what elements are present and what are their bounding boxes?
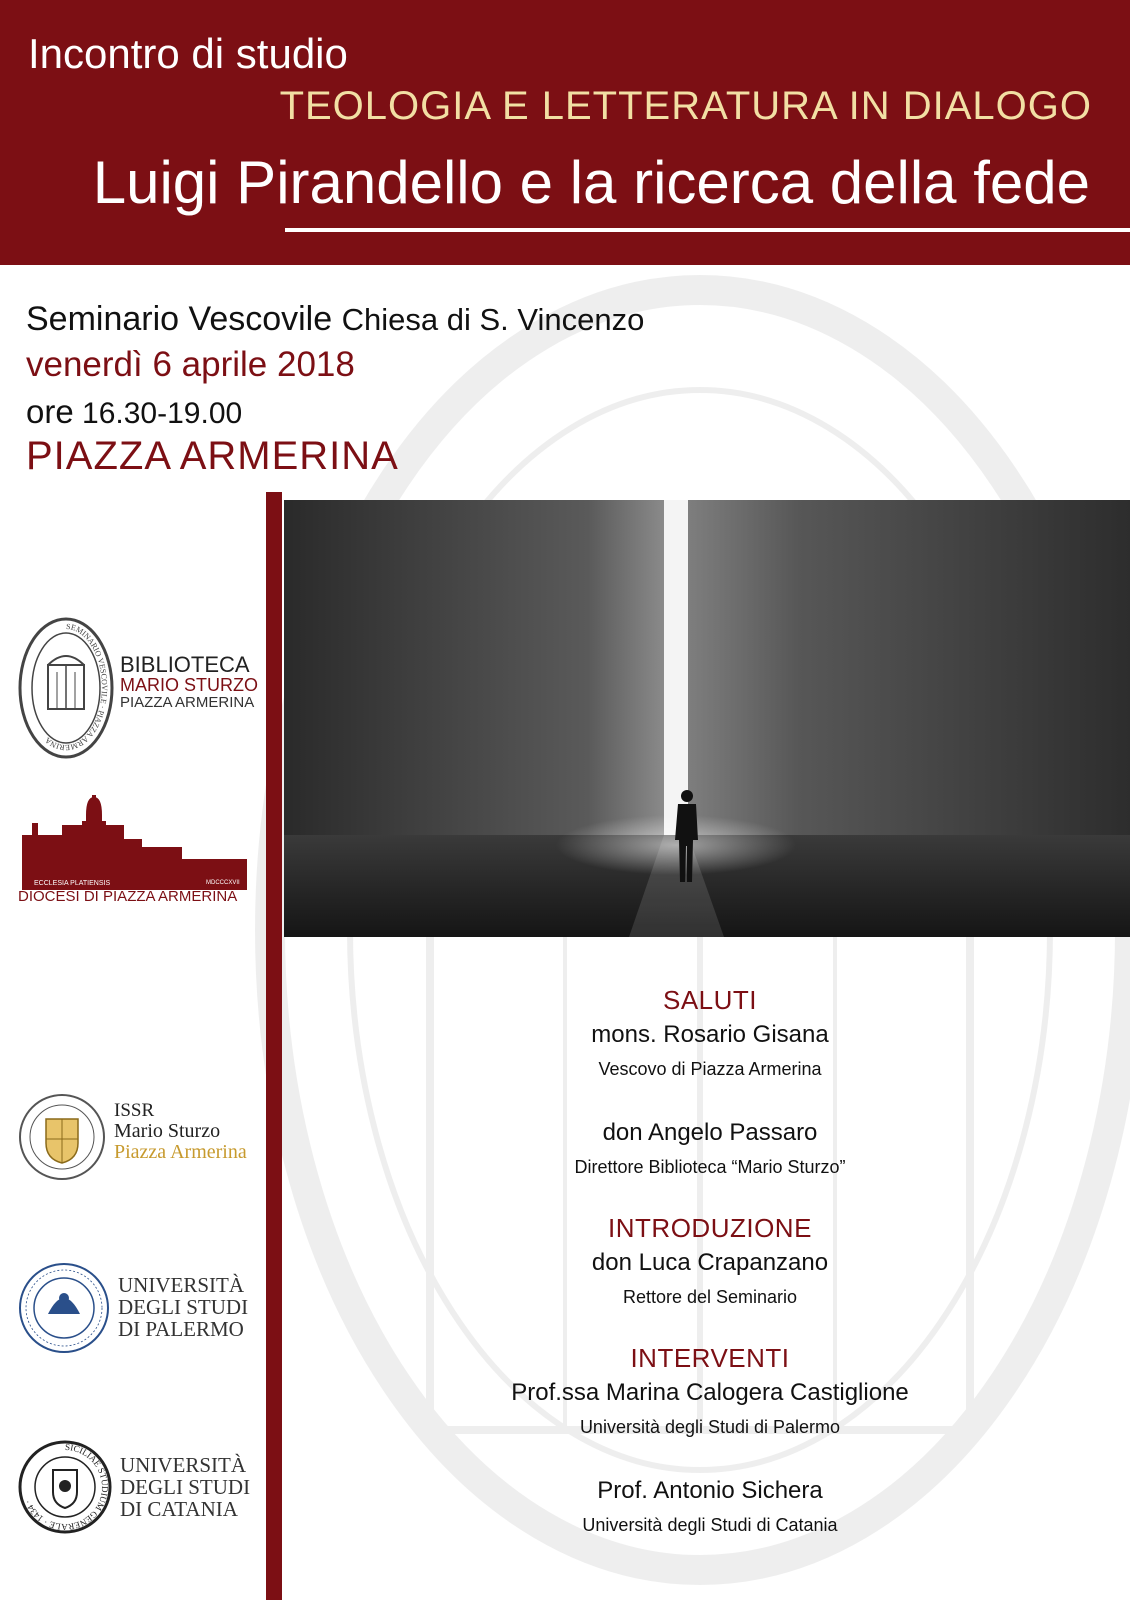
unict-line3: DI CATANIA — [120, 1497, 238, 1522]
unict-seal-icon — [18, 1440, 112, 1534]
issr-logo — [18, 1093, 263, 1183]
diocesi-date: MDCCCXVII — [206, 880, 240, 886]
speaker-role: Direttore Biblioteca “Mario Sturzo” — [574, 1157, 846, 1177]
section-heading-interventi: INTERVENTI — [630, 1343, 790, 1373]
biblioteca-line2: MARIO STURZO — [120, 675, 258, 696]
issr-line3: Piazza Armerina — [114, 1140, 247, 1163]
unict-logo — [18, 1440, 263, 1540]
issr-line2: Mario Sturzo — [114, 1119, 221, 1142]
unict-text — [120, 1454, 250, 1520]
program — [420, 985, 1000, 1537]
event-kicker: Incontro di studio — [28, 30, 348, 77]
speaker-name: don Luca Crapanzano — [591, 1249, 829, 1276]
diocesi-name: DIOCESI DI PIAZZA ARMERINA — [18, 888, 238, 905]
event-title: Luigi Pirandello e la ricerca della fede — [92, 149, 1090, 216]
time-range: 16.30-19.00 — [82, 397, 243, 430]
vertical-accent-bar — [266, 492, 282, 1600]
speaker-name: mons. Rosario Gisana — [591, 1021, 829, 1048]
biblioteca-seal-text: SEMINARIO VESCOVILE · PIAZZA ARMERINA — [43, 621, 109, 753]
venue-sub: Chiesa di S. Vincenzo — [341, 302, 645, 337]
event-city: PIAZZA ARMERINA — [26, 434, 399, 478]
issr-text — [114, 1101, 247, 1163]
biblioteca-line3: PIAZZA ARMERINA — [120, 693, 255, 711]
venue-main: Seminario Vescovile — [26, 300, 333, 338]
unict-seal-text: SICILIAE STUDIUM GENERALE · 1434 · — [22, 1441, 111, 1533]
biblioteca-logo — [18, 617, 263, 762]
diocesi-logo — [18, 795, 263, 915]
speaker-name: Prof. Antonio Sichera — [597, 1477, 823, 1504]
biblioteca-seal-icon — [18, 617, 114, 759]
header-band — [0, 0, 1130, 265]
unipa-logo — [18, 1262, 263, 1362]
section-heading-introduzione: INTRODUZIONE — [608, 1213, 812, 1243]
venue-line — [26, 300, 644, 339]
diocesi-ecclesia: ECCLESIA PLATIENSIS — [34, 880, 111, 887]
issr-line1: ISSR — [114, 1100, 155, 1121]
event-time — [26, 393, 242, 431]
title-underline — [285, 228, 1130, 232]
biblioteca-line1: BIBLIOTECA — [120, 652, 250, 677]
series-title: TEOLOGIA E LETTERATURA IN DIALOGO — [279, 84, 1092, 128]
speaker-name: Prof.ssa Marina Calogera Castiglione — [511, 1379, 909, 1406]
unict-line1: UNIVERSITÀ — [120, 1453, 246, 1477]
issr-crest-icon — [18, 1093, 106, 1181]
event-date: venerdì 6 aprile 2018 — [26, 345, 355, 384]
cathedral-skyline-icon — [22, 795, 247, 890]
unict-line2: DEGLI STUDI — [120, 1475, 251, 1500]
unipa-line2: DEGLI STUDI — [118, 1295, 249, 1320]
speaker-name: don Angelo Passaro — [602, 1119, 818, 1146]
unipa-seal-icon — [18, 1262, 110, 1354]
speaker-role: Università degli Studi di Palermo — [579, 1417, 841, 1437]
unipa-line1: UNIVERSITÀ — [118, 1273, 244, 1297]
speaker-role: Rettore del Seminario — [622, 1287, 798, 1307]
speaker-role: Vescovo di Piazza Armerina — [598, 1059, 822, 1079]
cover-photo — [284, 500, 1130, 937]
unipa-line3: DI PALERMO — [118, 1317, 244, 1342]
biblioteca-text — [120, 653, 258, 711]
time-prefix: ore — [26, 393, 74, 430]
unipa-text — [118, 1274, 248, 1340]
section-heading-saluti: SALUTI — [662, 985, 758, 1015]
speaker-role: Università degli Studi di Catania — [582, 1515, 838, 1535]
